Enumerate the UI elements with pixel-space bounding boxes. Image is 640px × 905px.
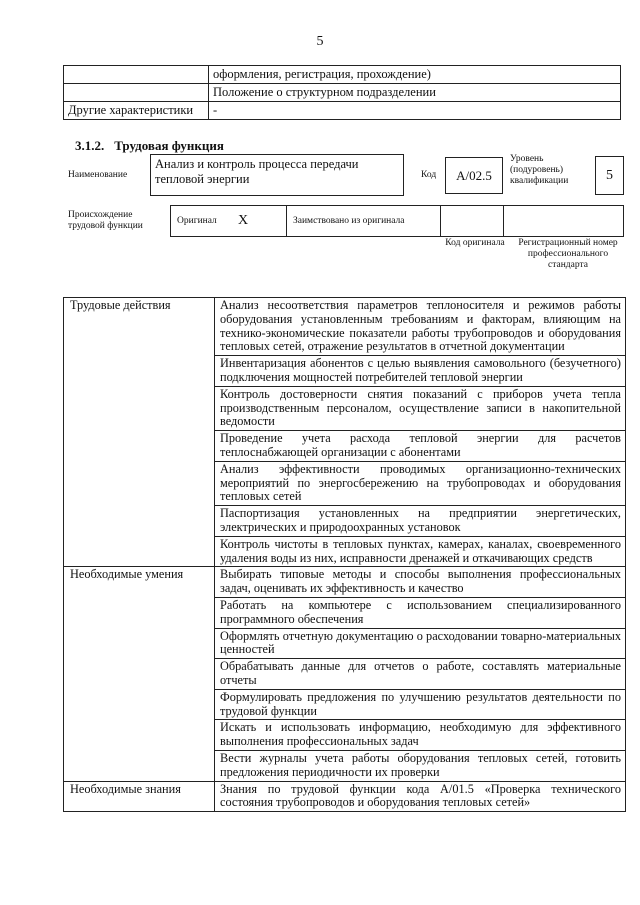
- category-cell: Необходимые знания: [64, 781, 215, 812]
- item-cell: Вести журналы учета работы оборудования тепловых сетей, готовить предложения периодичности их проверки: [215, 750, 626, 781]
- reg-number-caption: Регистрационный номер профессионального стандарта: [518, 238, 618, 270]
- item-cell: Контроль чистоты в тепловых пунктах, камерах, каналах, своевременного удаления воды из них, исправности дренажей и откачивающих средств: [215, 536, 626, 567]
- label-cell: [64, 66, 209, 84]
- original-mark: X: [238, 213, 249, 228]
- item-cell: Формулировать предложения по улучшению результатов деятельности по трудовой функции: [215, 689, 626, 720]
- item-cell: Знания по трудовой функции кода A/01.5 «Проверка технического состояния трубопроводов и оборудования тепловых сетей»: [215, 781, 626, 812]
- item-cell: Инвентаризация абонентов с целью выявления самовольного (безучетного) подключения мощностей потребителей тепловой энергии: [215, 356, 626, 387]
- item-cell: Обрабатывать данные для отчетов о работе, составлять материальные отчеты: [215, 659, 626, 690]
- origin-label: Происхождение трудовой функции: [68, 210, 143, 231]
- label-cell: [64, 84, 209, 102]
- table-row: [64, 781, 626, 812]
- level-label: Уровень (подуровень) квалификации: [510, 154, 569, 186]
- table-row: [64, 84, 621, 102]
- item-cell: Анализ несоответствия параметров теплоносителя и режимов работы оборудования установленным требованиям и факторам, влияющим на технико-экономические показатели работы трубопроводов и оборудования тепловых сетей, отражение результатов в отчетной документации: [215, 298, 626, 356]
- item-cell: Анализ эффективности проводимых организационно-технических мероприятий по энергосбережению на трубопроводах и оборудования тепловых сетей: [215, 461, 626, 505]
- table-row: [64, 567, 626, 598]
- section-name: Трудовая функция: [114, 138, 224, 153]
- item-cell: Контроль достоверности снятия показаний с приборов учета тепла производственным персоналом, осуществление записи в накопительной ведомости: [215, 386, 626, 430]
- function-details-table: [63, 297, 626, 812]
- origin-divider: [440, 206, 441, 236]
- item-cell: Паспортизация установленных на предприятии энергетических, электрических и природоохранных установок: [215, 506, 626, 537]
- origin-divider: [503, 206, 504, 236]
- table-row: [64, 298, 626, 356]
- table-row: [64, 102, 621, 120]
- item-cell: Выбирать типовые методы и способы выполнения профессиональных задач, оценивать их эффективность и качество: [215, 567, 626, 598]
- function-code: A/02.5: [445, 157, 503, 194]
- page-number: 5: [316, 34, 324, 49]
- name-label: Наименование: [68, 170, 128, 180]
- item-cell: Искать и использовать информацию, необходимую для эффективного выполнения профессиональных задач: [215, 720, 626, 751]
- category-cell: Трудовые действия: [64, 298, 215, 567]
- value-cell: Положение о структурном подразделении: [209, 84, 621, 102]
- category-cell: Необходимые умения: [64, 567, 215, 781]
- function-name-box: [150, 154, 404, 196]
- code-label: Код: [421, 170, 437, 180]
- table-row: [64, 66, 621, 84]
- borrowed-label: Заимствовано из оригинала: [293, 216, 405, 226]
- label-cell: Другие характеристики: [64, 102, 209, 120]
- origin-divider: [286, 206, 287, 236]
- code-original-caption: Код оригинала: [445, 238, 505, 248]
- item-cell: Работать на компьютере с использованием специализированного программного обеспечения: [215, 597, 626, 628]
- section-number: 3.1.2.: [75, 138, 105, 153]
- qualification-level: 5: [595, 156, 624, 195]
- item-cell: Проведение учета расхода тепловой энергии для расчетов теплоснабжающей организации с абонентами: [215, 431, 626, 462]
- item-cell: Оформлять отчетную документацию о расходовании товарно-материальных ценностей: [215, 628, 626, 659]
- section-title: [75, 138, 224, 154]
- characteristics-table: [63, 65, 621, 120]
- value-cell: -: [209, 102, 621, 120]
- original-label: Оригинал: [177, 216, 217, 226]
- origin-box: [170, 205, 624, 237]
- value-cell: оформления, регистрация, прохождение): [209, 66, 621, 84]
- function-name: Анализ и контроль процесса передачи тепловой энергии: [155, 157, 359, 186]
